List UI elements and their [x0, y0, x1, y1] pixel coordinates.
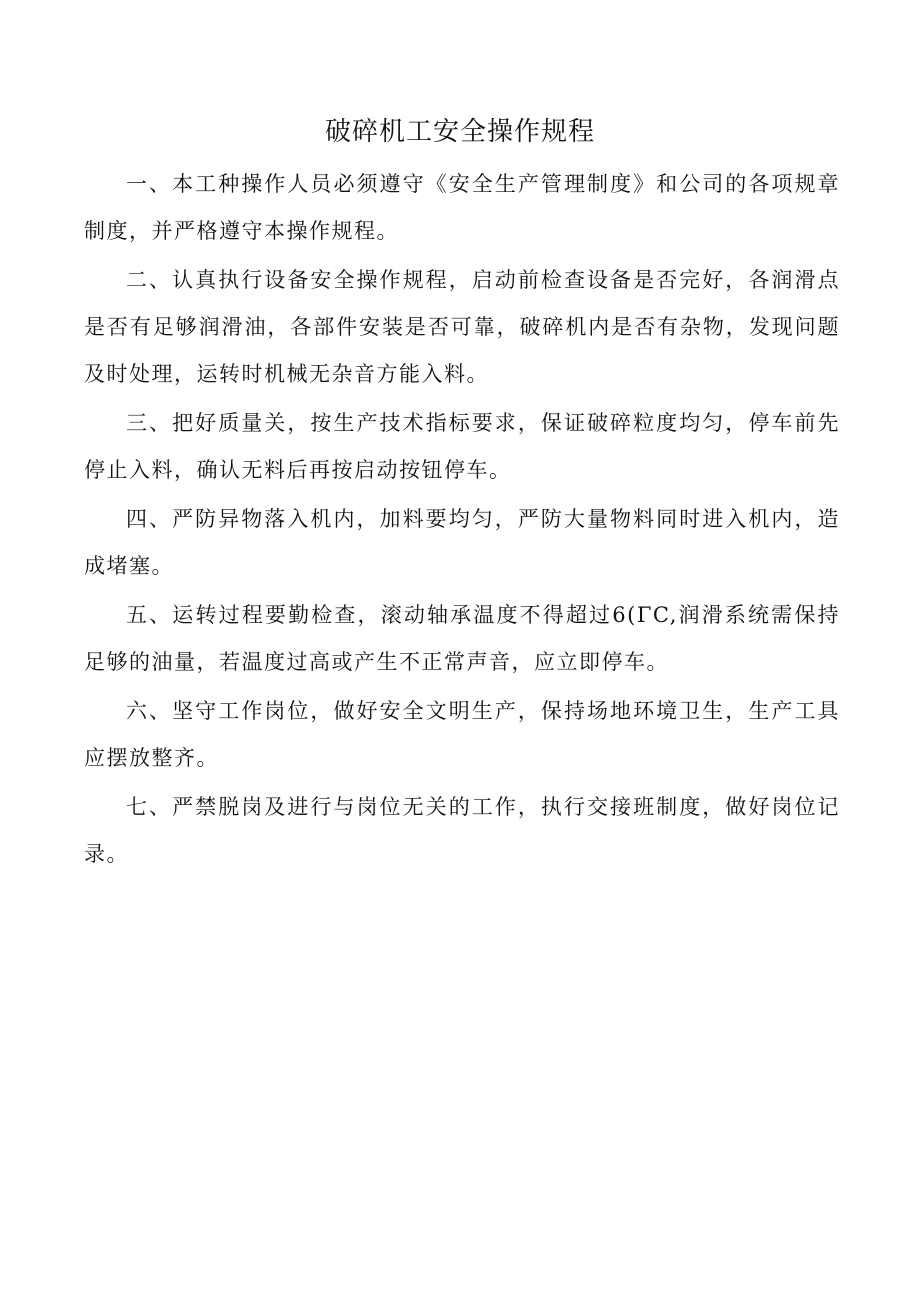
document-title: 破碎机工安全操作规程 [324, 117, 595, 147]
rule-paragraph-6: 六、坚守工作岗位，做好安全文明生产，保持场地环境卫生，生产工具应摆放整齐。 [84, 699, 840, 770]
rule-paragraph-5: 五、运转过程要勤检查，滚动轴承温度不得超过6(ΓC,润滑系统需保持足够的油量，若温度过高或产生不正常声音，应立即停车。 [84, 603, 840, 674]
rule-paragraph-4: 四、严防异物落入机内，加料要均匀，严防大量物料同时进入机内，造成堵塞。 [84, 507, 840, 578]
document-body [84, 161, 840, 880]
rule-paragraph-2: 二、认真执行设备安全操作规程，启动前检查设备是否完好，各润滑点是否有足够润滑油，各部件安装是否可靠，破碎机内是否有杂物，发现问题及时处理，运转时机械无杂音方能入料。 [84, 268, 840, 386]
rule-paragraph-7: 七、严禁脱岗及进行与岗位无关的工作，执行交接班制度，做好岗位记录。 [84, 795, 840, 866]
rule-paragraph-1: 一、本工种操作人员必须遵守《安全生产管理制度》和公司的各项规章制度，并严格遵守本操作规程。 [84, 172, 840, 243]
rule-paragraph-3: 三、把好质量关，按生产技术指标要求，保证破碎粒度均匀，停车前先停止入料，确认无料后再按启动按钮停车。 [84, 411, 840, 482]
